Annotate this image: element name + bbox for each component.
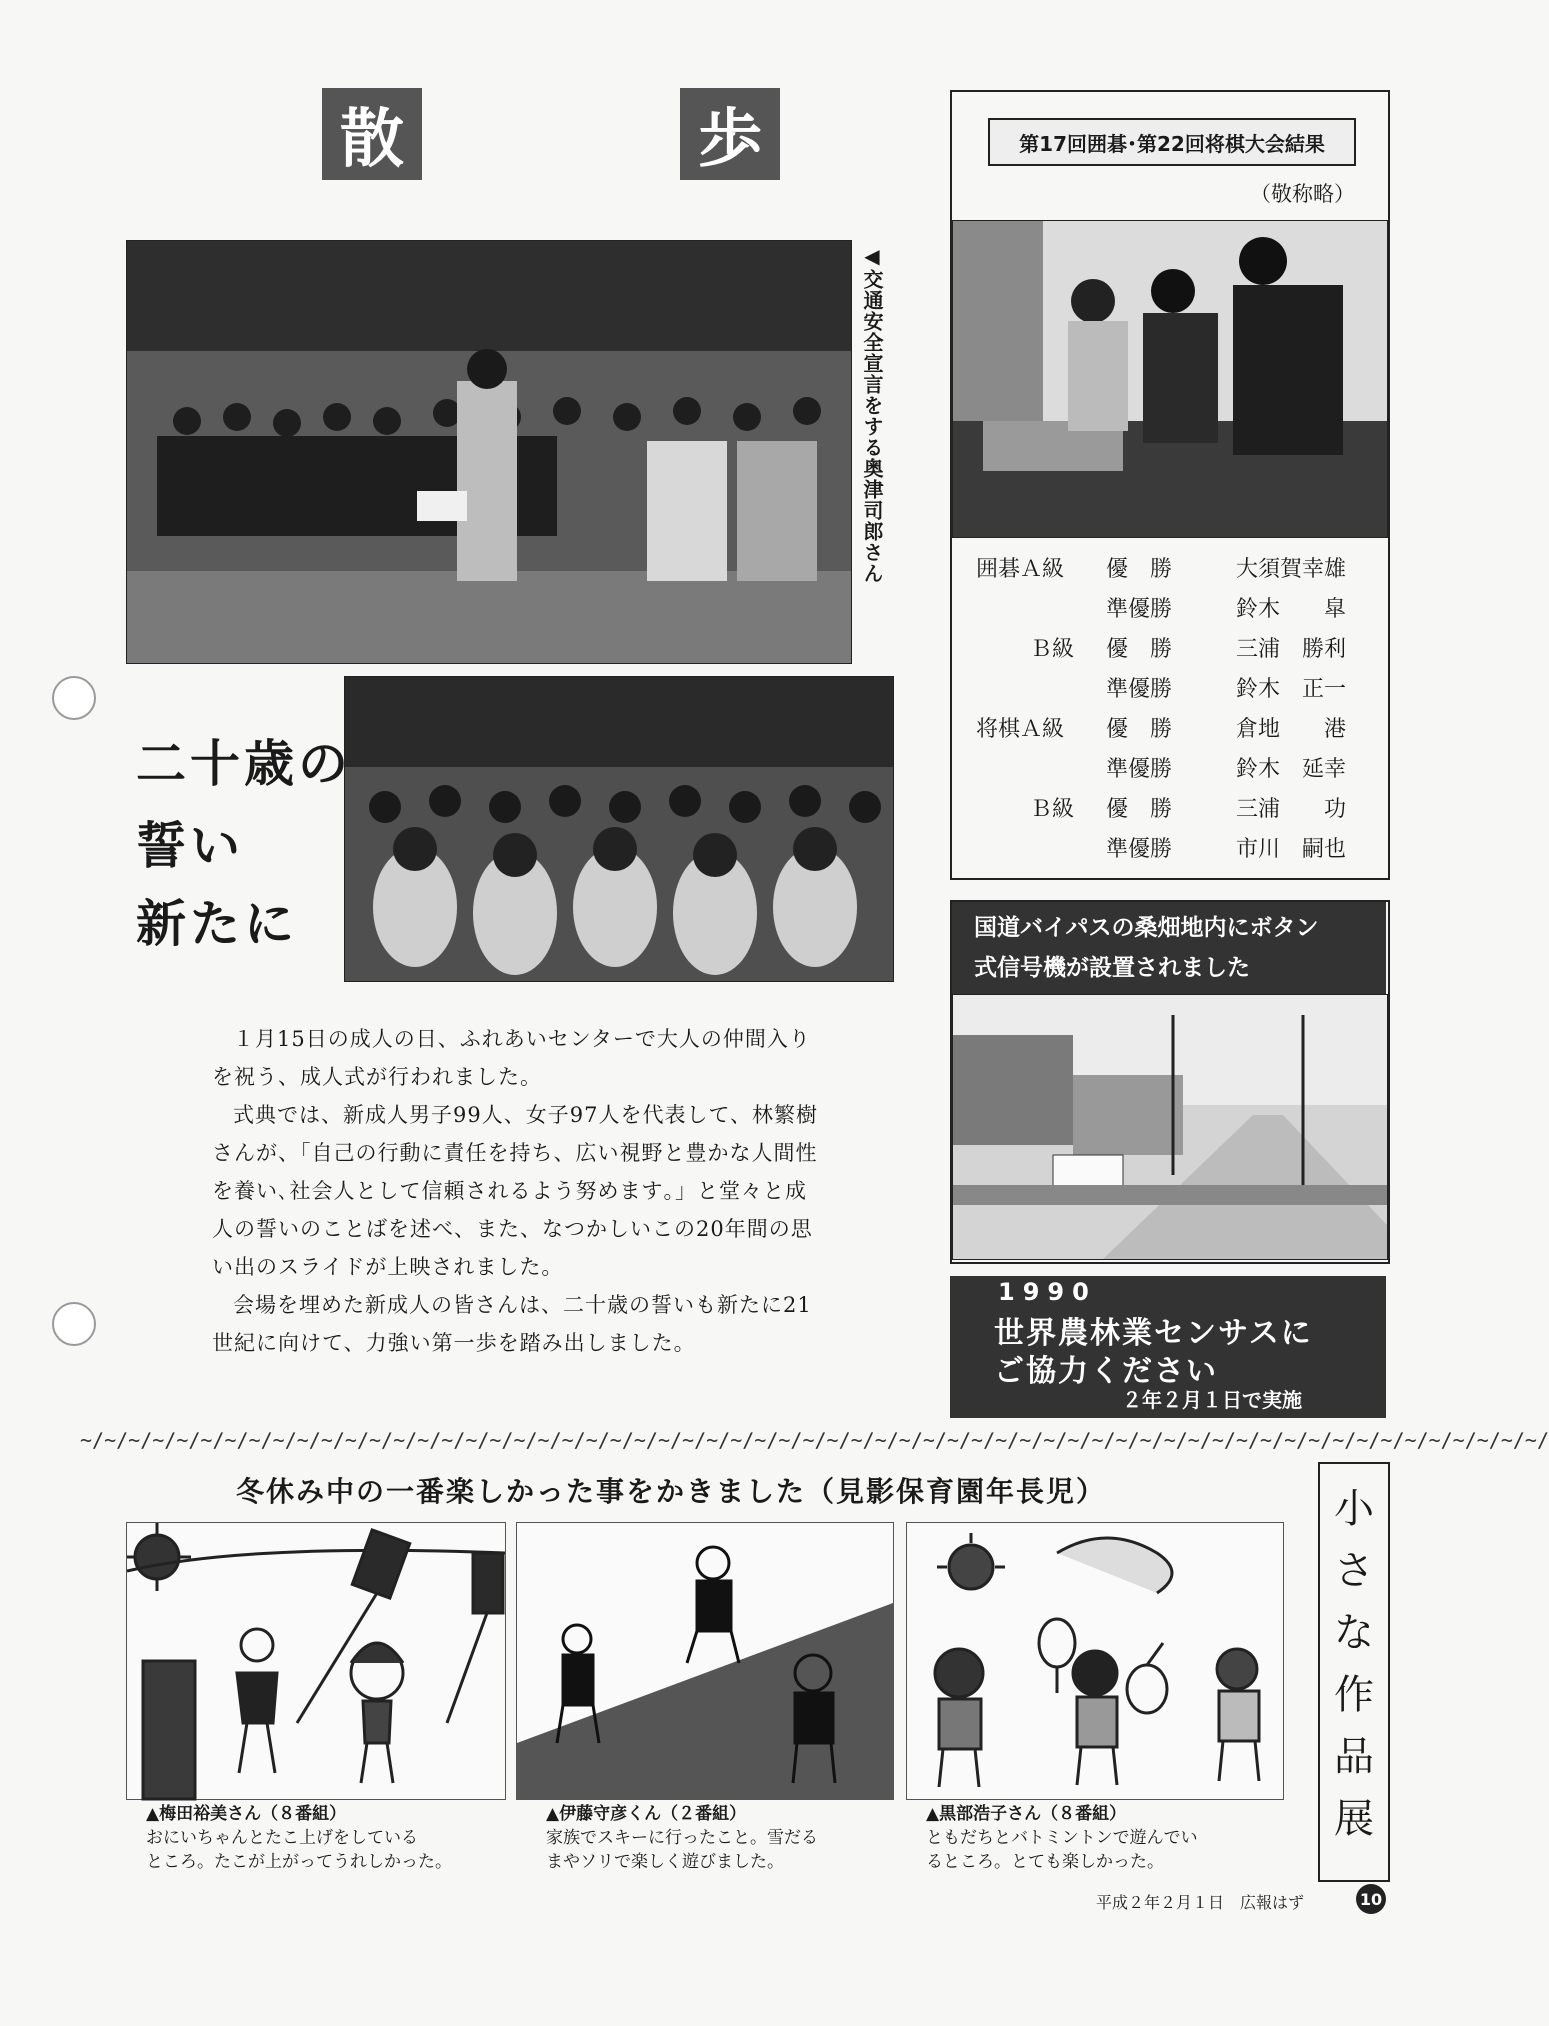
artwork-description: るところ。とても楽しかった。 — [926, 1852, 1164, 1872]
artwork-section-heading: 冬休み中の一番楽しかった事をかきました（見影保育園年長児） — [236, 1475, 1107, 1508]
wavy-divider: ~∕~∕~∕~∕~∕~∕~∕~∕~∕~∕~∕~∕~∕~∕~∕~∕~∕~∕~∕~∕~∕~∕~∕~∕~∕~∕~∕~∕~∕~∕~∕~∕~∕~∕~∕~∕~∕~∕~∕~∕~∕~∕~∕~∕~∕~∕~∕~∕~∕~∕~∕~∕~∕~∕~∕~∕~∕~∕~∕~∕~∕ — [80, 1428, 1549, 1452]
result-name: 大須賀幸雄 — [1236, 557, 1347, 582]
side-tab-char: さ — [1334, 1548, 1374, 1594]
result-rank: 優 勝 — [1106, 557, 1173, 582]
page-number: 10 — [1356, 1884, 1386, 1914]
side-tab-char: 小 — [1334, 1486, 1374, 1532]
result-name: 鈴木 正一 — [1236, 677, 1347, 702]
artwork-description: ところ。たこが上がってうれしかった。 — [146, 1852, 452, 1872]
artwork-description: おにいちゃんとたこ上げをしている — [146, 1828, 418, 1848]
article-paragraph: 式典では、新成人男子99人、女子97人を代表して、林繁樹さんが、「自己の行動に責任を持ち、広い視野と豊かな人間性を養い､社会人として信頼されるよう努めます｡」と堂々と成人の誓いのことばを述べ、また、なつかしいこの20年間の思い出のスライドが上映されました。 — [212, 1103, 819, 1279]
result-row — [976, 592, 1370, 632]
signal-photo — [952, 994, 1388, 1260]
result-row — [976, 672, 1370, 712]
headline-line-2: 誓い — [136, 816, 244, 875]
result-class: Ｂ級 — [1030, 637, 1075, 662]
result-rank: 準優勝 — [1106, 677, 1173, 702]
result-rank: 優 勝 — [1106, 717, 1173, 742]
result-rank: 優 勝 — [1106, 637, 1173, 662]
result-class: 囲碁Ａ級 — [976, 557, 1065, 582]
census-box — [950, 1276, 1386, 1418]
section-title-right: 歩 — [680, 88, 780, 180]
section-title-left: 散 — [322, 88, 422, 180]
punch-hole-top — [52, 676, 96, 720]
signal-title-line-1: 国道バイパスの桑畑地内にボタン — [974, 915, 1319, 941]
photo-caption-speaker: ◀交通安全宣言をする奥津司郎さん — [860, 244, 884, 584]
tournament-note: （敬称略） — [1250, 182, 1355, 206]
artwork-caption-3 — [926, 1802, 1306, 1874]
artwork-description: ともだちとバトミントンで遊んでい — [926, 1828, 1198, 1848]
result-row — [976, 712, 1370, 752]
result-name: 市川 嗣也 — [1236, 837, 1347, 862]
result-row — [976, 832, 1370, 872]
result-rank: 準優勝 — [1106, 757, 1173, 782]
census-line-2: ご協力ください — [994, 1354, 1218, 1389]
artwork-artist: ▲黒部浩子さん（８番組） — [926, 1804, 1127, 1824]
ski-drawing — [516, 1522, 894, 1800]
census-line-1: 世界農林業センサスに — [994, 1316, 1313, 1351]
go-shogi-photo — [952, 220, 1388, 538]
result-rank: 優 勝 — [1106, 797, 1173, 822]
artwork-description: 家族でスキーに行ったこと。雪だる — [546, 1828, 818, 1848]
article-paragraph: 会場を埋めた新成人の皆さんは、二十歳の誓いも新たに21世紀に向けて、力強い第一歩を踏み出しました。 — [212, 1293, 812, 1355]
result-name: 鈴木 皐 — [1236, 597, 1347, 622]
signal-title-line-2: 式信号機が設置されました — [974, 955, 1250, 981]
article-paragraph: １月15日の成人の日、ふれあいセンターで大人の仲間入りを祝う、成人式が行われました。 — [212, 1027, 811, 1089]
ceremony-photo-speaker — [126, 240, 852, 664]
signal-title — [952, 902, 1386, 994]
artwork-artist: ▲梅田裕美さん（８番組） — [146, 1804, 347, 1824]
artwork-caption-2 — [546, 1802, 926, 1874]
side-tab-char: 作 — [1334, 1672, 1374, 1718]
headline-line-1: 二十歳の — [136, 734, 352, 793]
result-rank: 準優勝 — [1106, 597, 1173, 622]
result-row — [976, 792, 1370, 832]
badminton-drawing — [906, 1522, 1284, 1800]
side-tab-char: な — [1334, 1610, 1374, 1656]
punch-hole-bottom — [52, 1302, 96, 1346]
result-row — [976, 632, 1370, 672]
artwork-artist: ▲伊藤守彦くん（２番組） — [546, 1804, 747, 1824]
kite-drawing — [126, 1522, 506, 1800]
result-name: 鈴木 延幸 — [1236, 757, 1347, 782]
ceremony-photo-audience — [344, 676, 894, 982]
artwork-description: まやソリで楽しく遊びました。 — [546, 1852, 784, 1872]
result-class: Ｂ級 — [1030, 797, 1075, 822]
result-rank: 準優勝 — [1106, 837, 1173, 862]
tournament-title: 第17回囲碁･第22回将棋大会結果 — [988, 118, 1356, 166]
headline-line-3: 新たに — [136, 894, 298, 953]
side-tab-char: 品 — [1334, 1734, 1374, 1780]
tournament-table — [976, 552, 1370, 872]
footer-date: 平成２年２月１日 広報はず — [1096, 1893, 1305, 1912]
artwork-side-tab — [1318, 1462, 1390, 1882]
result-row — [976, 552, 1370, 592]
side-tab-char: 展 — [1334, 1796, 1374, 1842]
census-date: ２年２月１日で実施 — [1122, 1388, 1302, 1412]
result-name: 三浦 勝利 — [1236, 637, 1347, 662]
result-name: 三浦 功 — [1236, 797, 1347, 822]
ceremony-article — [212, 1020, 826, 1362]
artwork-caption-1 — [146, 1802, 526, 1874]
census-year: 1990 — [998, 1278, 1097, 1306]
result-row — [976, 752, 1370, 792]
result-name: 倉地 港 — [1236, 717, 1347, 742]
result-class: 将棋Ａ級 — [976, 717, 1065, 742]
